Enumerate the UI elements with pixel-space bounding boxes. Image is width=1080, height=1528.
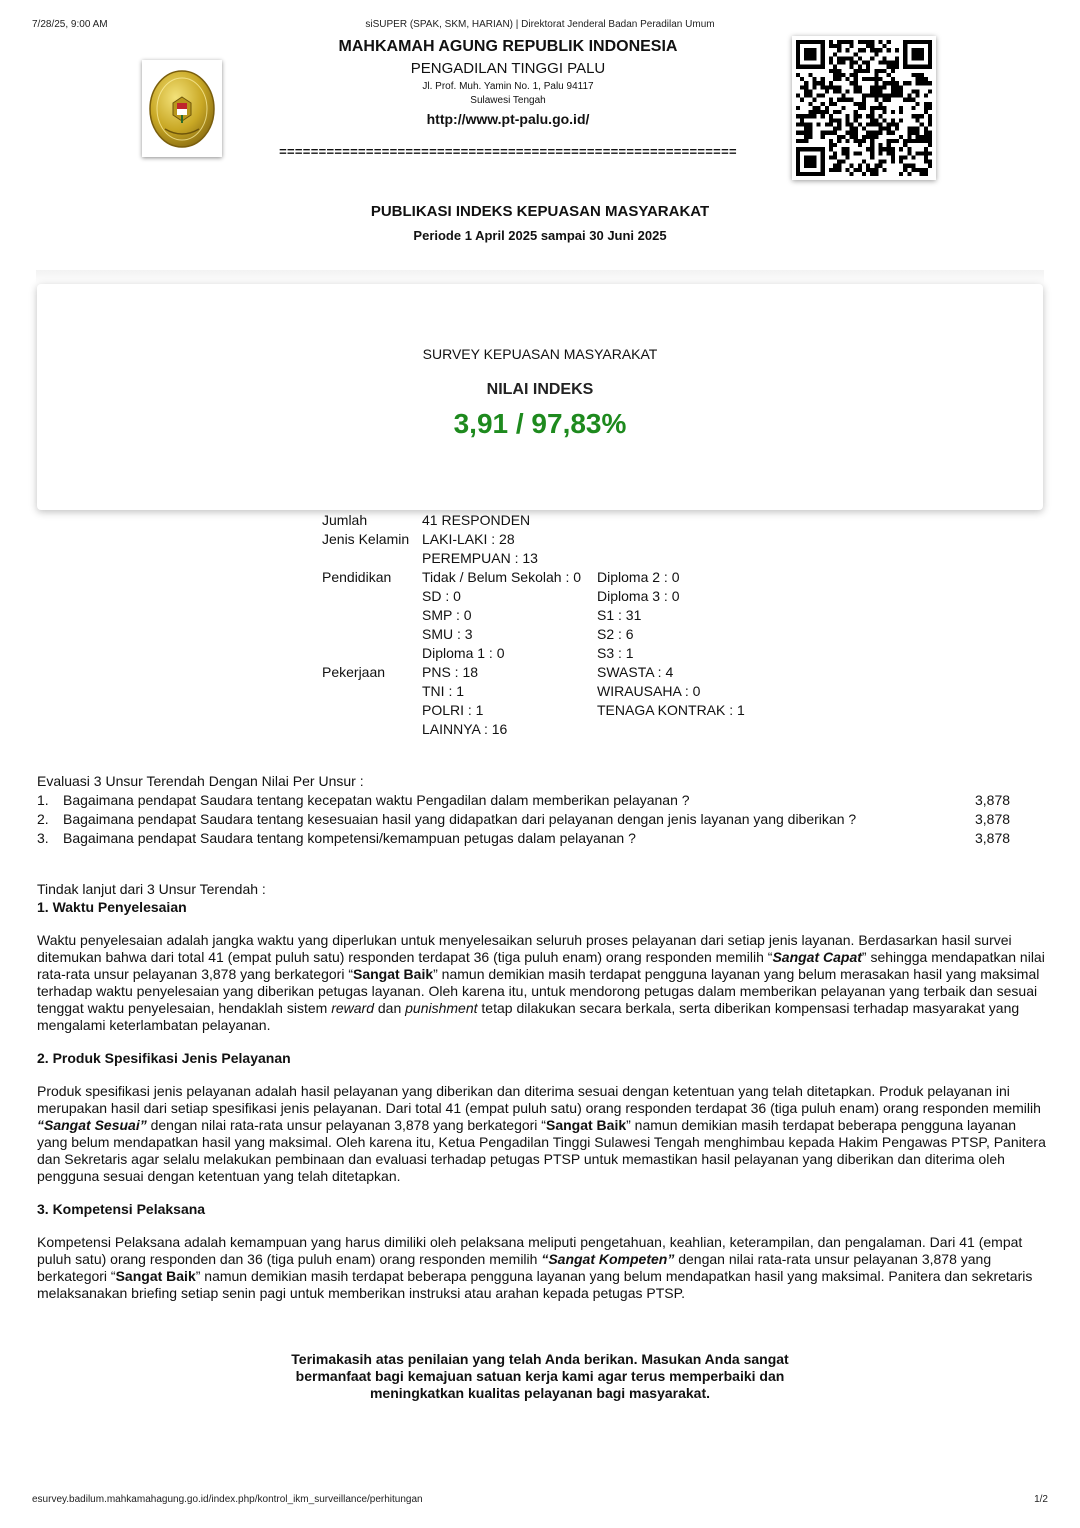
education-item: S3 : 1 [597, 645, 634, 661]
letterhead-divider: ========================================================== [279, 144, 737, 159]
education-label: Pendidikan [322, 569, 392, 585]
total-value: 41 RESPONDEN [422, 512, 531, 528]
index-label: NILAI INDEKS [486, 381, 594, 398]
letterhead [0, 36, 1080, 186]
education-item: Diploma 3 : 0 [597, 588, 680, 604]
followup-section [37, 881, 1047, 1318]
print-url: esurvey.badilum.mahkamahagung.go.id/index.php/kontrol_ikm_surveillance/perhitungan [32, 1494, 423, 1505]
job-item: TNI : 1 [422, 683, 465, 699]
job-item: LAINNYA : 16 [422, 721, 508, 737]
education-item: SMU : 3 [422, 626, 473, 642]
followup-2-title: 2. Produk Spesifikasi Jenis Pelayanan [37, 1050, 291, 1066]
evaluation-item [37, 829, 1043, 848]
court-name: PENGADILAN TINGGI PALU [410, 60, 606, 77]
thank-you-message: Terimakasih atas penilaian yang telah Anda berikan. Masukan Anda sangat bermanfaat bagi kemajuan satuan kerja kami agar terus memperbaiki dan meningkatkan kualitas pelayanan bagi masyarakat. [291, 1351, 789, 1401]
followup-1-title: 1. Waktu Penyelesaian [37, 899, 187, 915]
job-item: TENAGA KONTRAK : 1 [597, 702, 745, 718]
index-card [37, 284, 1043, 510]
print-page-title: siSUPER (SPAK, SKM, HARIAN) | Direktorat Jenderal Badan Peradilan Umum [365, 19, 715, 30]
total-label: Jumlah [322, 512, 368, 528]
evaluation-score: 3,878 [975, 792, 1011, 808]
qr-code-icon [792, 36, 936, 180]
job-item: WIRAUSAHA : 0 [597, 683, 701, 699]
evaluation-heading: Evaluasi 3 Unsur Terendah Dengan Nilai Per Unsur : [37, 773, 364, 789]
index-value: 3,91 / 97,83% [453, 408, 627, 439]
court-region: Sulawesi Tengah [470, 95, 546, 106]
job-label: Pekerjaan [322, 664, 386, 680]
card-shadow [36, 270, 1044, 284]
print-page-number: 1/2 [1034, 1494, 1048, 1505]
court-website: http://www.pt-palu.go.id/ [426, 111, 590, 127]
followup-1-text: Waktu penyelesaian adalah jangka waktu yang diperlukan untuk menyelesaikan seluruh proses pelayanan dari setiap jenis layanan. Berdasarkan hasil survei ditemukan bahwa dari total 41 (empat puluh satu) responden terdapat 36 (tiga puluh enam) orang responden memilih “Sangat Capat” sehingga mendapatkan nilai rata-rata unsur pelayanan 3,878 yang berkategori “Sangat Baik” namun demikian masih terdapat pengguna layanan yang belum merasakan hasil yang maksimal terhadap waktu penyelesaian yang diberikan petugas layanan. Oleh karena itu, untuk mendorong petugas dalam memberikan pelayanan yang terbaik dan sesuai tenggat waktu penyelesaian, hendaklah sistem reward dan punishment tetap dilakukan secara berkala, serta diberikan kompensasi terhadap masyarakat yang mengalami keterlambatan pelayanan. [37, 932, 1045, 1033]
education-item: Diploma 2 : 0 [597, 569, 680, 585]
followup-3-text: Kompetensi Pelaksana adalah kemampuan yang harus dimiliki oleh pelaksana meliputi pengetahuan, keahlian, keterampilan, dan pengalaman. Dari 41 (empat puluh satu) orang responden dan 36 (tiga puluh enam) orang responden memilih “Sangat Kompeten” dengan nilai rata-rata unsur pelayanan 3,878 yang berkategori “Sangat Baik” namun demikian masih terdapat beberapa pengguna layanan yang belum mendapatkan hasil yang maksimal. Panitera dan sekretaris melaksanakan briefing setiap senin pagi untuk memberikan instruksi atau arahan kepada petugas PTSP. [37, 1234, 1033, 1301]
publication-title: PUBLIKASI INDEKS KEPUASAN MASYARAKAT [370, 203, 710, 220]
court-logo-icon [142, 60, 222, 157]
education-item: S2 : 6 [597, 626, 634, 642]
followup-heading: Tindak lanjut dari 3 Unsur Terendah : [37, 881, 266, 897]
education-item: Tidak / Belum Sekolah : 0 [422, 569, 582, 585]
publication-period: Periode 1 April 2025 sampai 30 Juni 2025 [413, 228, 667, 243]
print-date: 7/28/25, 9:00 AM [32, 19, 108, 30]
gender-male: LAKI-LAKI : 28 [422, 531, 515, 547]
evaluation-question: Bagaimana pendapat Saudara tentang kecepatan waktu Pengadilan dalam memberikan pelayanan ? [63, 792, 690, 808]
organization-block [240, 36, 776, 159]
gender-label: Jenis Kelamin [322, 531, 410, 547]
evaluation-number: 2. [37, 811, 49, 827]
followup-3-title: 3. Kompetensi Pelaksana [37, 1201, 206, 1217]
followup-2-text: Produk spesifikasi jenis pelayanan adalah hasil pelayanan yang diberikan dan diterima sesuai dengan ketentuan yang telah ditetapkan. Produk pelayanan ini merupakan hasil dari setiap spesifikasi jenis pelayanan. Dari total 41 (empat puluh satu) orang responden terdapat 36 (tiga puluh enam) orang responden memilih “Sangat Sesuai” dengan nilai rata-rata unsur pelayanan 3,878 yang berkategori “Sangat Baik” namun demikian masih terdapat beberapa pengguna layanan yang belum mendapatkan hasil yang maksimal. Oleh karena itu, Ketua Pengadilan Tinggi Sulawesi Tengah menghimbau kepada Hakim Pengawas PTSP, Panitera dan Sekretaris agar selalu melakukan pembinaan dan evaluasi terhadap petugas PTSP untuk memastikan hasil pelayanan yang diberikan dan diterima oleh pengguna sesuai dengan ketentuan yang telah ditetapkan. [37, 1083, 1046, 1184]
evaluation-item [37, 791, 1043, 810]
job-item: SWASTA : 4 [597, 664, 674, 680]
evaluation-score: 3,878 [975, 811, 1011, 827]
gender-female: PEREMPUAN : 13 [422, 550, 538, 566]
education-item: Diploma 1 : 0 [422, 645, 505, 661]
education-item: SD : 0 [422, 588, 461, 604]
print-header [32, 19, 1048, 33]
evaluation-item [37, 810, 1043, 829]
education-item: SMP : 0 [422, 607, 472, 623]
evaluation-score: 3,878 [975, 830, 1011, 846]
survey-label: SURVEY KEPUASAN MASYARAKAT [422, 346, 658, 362]
evaluation-question: Bagaimana pendapat Saudara tentang kompetensi/kemampuan petugas dalam pelayanan ? [63, 830, 636, 846]
job-item: POLRI : 1 [422, 702, 484, 718]
organization-name: MAHKAMAH AGUNG REPUBLIK INDONESIA [338, 38, 678, 55]
evaluation-number: 3. [37, 830, 49, 846]
evaluation-question: Bagaimana pendapat Saudara tentang kesesuaian hasil yang didapatkan dari pelayanan dengan jenis layanan yang diberikan ? [63, 811, 857, 827]
print-footer [32, 1494, 1048, 1508]
education-item: S1 : 31 [597, 607, 642, 623]
evaluation-number: 1. [37, 792, 49, 808]
evaluation-section [37, 772, 1043, 848]
court-address: Jl. Prof. Muh. Yamin No. 1, Palu 94117 [422, 81, 594, 92]
job-item: PNS : 18 [422, 664, 479, 680]
